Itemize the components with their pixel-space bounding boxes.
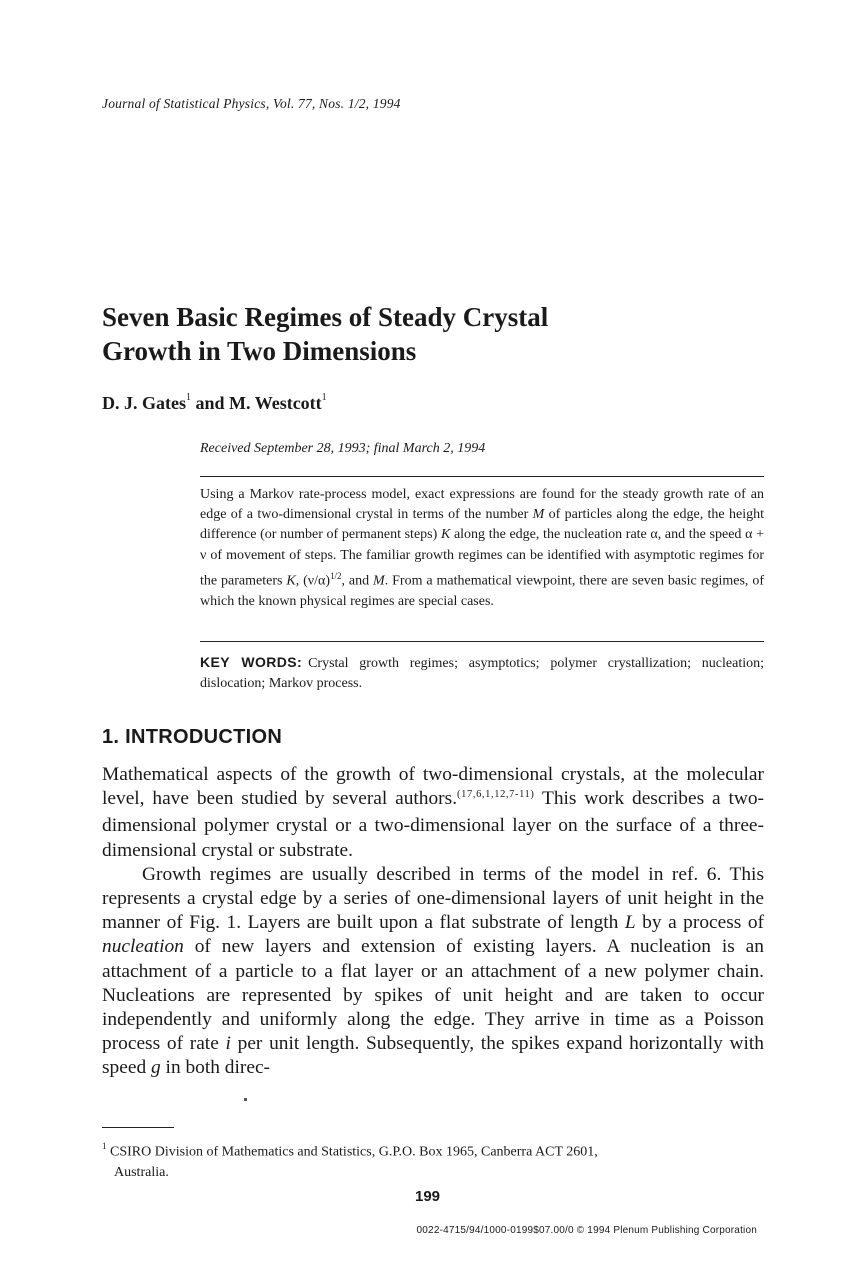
paper-title	[102, 300, 722, 368]
page-number: 199	[414, 1188, 441, 1205]
paragraph-1: Mathematical aspects of the growth of two-dimensional crystals, at the molecular level, have been studied by several authors.$^{(17,6,1,12,7-11)}$ This work describes a two-dimensional polymer crystal or a two-dimensional layer on the surface of a three-dimensional crystal or substrate.	[102, 764, 764, 861]
abstract: Using a Markov rate-process model, exact expressions are found for the steady growth rate of an edge of a two-dimensional crystal in terms of the number M of particles along the edge, the height difference (or number of permanent steps) K along the edge, the nucleation rate α, and the speed α + ν of movement of steps. The familiar growth regimes can be identified with asymptotic regimes for the parameters K, $(\nu/\alpha)^{1/2}$, and M. From a mathematical viewpoint, there are seven basic regimes, of which the known physical regimes are special cases.	[200, 487, 764, 609]
footnote-rule	[102, 1127, 174, 1128]
received-dates: Received September 28, 1993; final March 2, 1994	[200, 441, 486, 456]
abstract-bottom-rule	[200, 641, 764, 642]
citation: (17,6,1,12,7-11)	[457, 789, 535, 801]
title-line-2: Growth in Two Dimensions	[102, 336, 417, 366]
paragraph-2: Growth regimes are usually described in terms of the model in ref. 6. This represents a crystal edge by a series of one-dimensional layers of unit height in the manner of Fig. 1. Layers are built upon a flat substrate of length L by a process of nucleation of new layers and extension of existing layers. A nucleation is an attachment of a particle to a flat layer or an attachment of a new polymer chain. Nucleations are represented by spikes of unit height and are taken to occur independently and uniformly along the edge. They arrive in time as a Poisson process of rate i per unit length. Subsequently, the spikes expand horizontally with speed g in both direc-	[102, 863, 764, 1079]
author-2: M. Westcott	[229, 393, 322, 413]
author-list	[102, 393, 327, 414]
title-line-1: Seven Basic Regimes of Steady Crystal	[102, 302, 549, 332]
body-text	[102, 763, 764, 1081]
stray-mark	[244, 1098, 247, 1101]
journal-citation: Journal of Statistical Physics, Vol. 77, Nos. 1/2, 1994	[102, 96, 401, 111]
author-conjunction: and	[191, 393, 230, 413]
author-1: D. J. Gates	[102, 393, 186, 413]
footnote: $^1$ CSIRO Division of Mathematics and Statistics, G.P.O. Box 1965, Canberra ACT 2601, Australia.	[102, 1141, 598, 1180]
keywords	[200, 652, 764, 694]
affiliation-mark: 1	[186, 392, 191, 403]
keywords-label: KEY WORDS:	[200, 654, 303, 670]
affiliation-mark: 1	[321, 392, 327, 403]
copyright-line: 0022-4715/94/1000-0199$07.00/0 © 1994 Plenum Publishing Corporation	[416, 1225, 757, 1236]
keywords-text: Crystal growth regimes; asymptotics; polymer crystallization; nucleation; dislocation; Markov process.	[200, 656, 765, 692]
abstract-top-rule	[200, 476, 764, 477]
section-heading: 1. INTRODUCTION	[102, 726, 283, 748]
footnote-mark: 1	[102, 1141, 107, 1151]
